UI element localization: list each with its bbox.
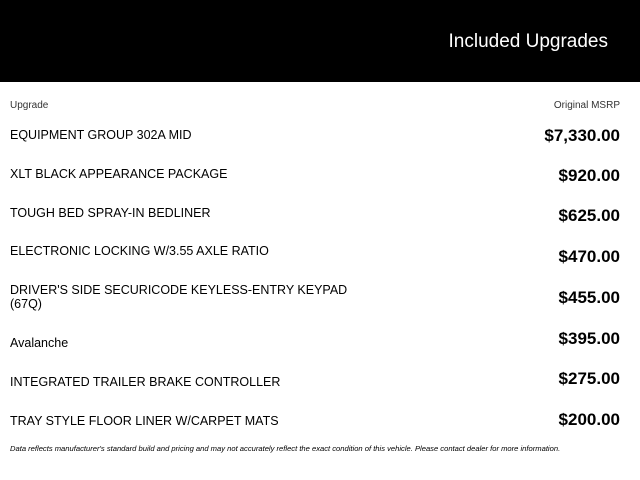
upgrade-price: $920.00 [558,166,620,185]
upgrade-name: XLT BLACK APPEARANCE PACKAGE [10,167,228,181]
page-title: Included Upgrades [448,31,608,52]
header-bar [0,0,640,82]
upgrade-price: $625.00 [558,206,620,225]
column-header-msrp: Original MSRP [553,100,620,111]
upgrade-price: $395.00 [558,329,620,348]
upgrade-price: $200.00 [558,410,620,429]
upgrade-name: DRIVER'S SIDE SECURICODE KEYLESS-ENTRY KEYPAD (67Q) [10,283,348,311]
upgrade-name: Avalanche [10,336,69,350]
upgrade-name: TOUGH BED SPRAY-IN BEDLINER [10,206,211,220]
upgrade-price: $455.00 [558,288,620,307]
disclaimer-text: Data reflects manufacturer's standard build and pricing and may not accurately reflect the exact condition of this vehicle. Please contact dealer for more information. [10,444,561,453]
upgrade-price: $275.00 [558,369,620,388]
upgrade-name: INTEGRATED TRAILER BRAKE CONTROLLER [10,375,281,389]
upgrade-name: EQUIPMENT GROUP 302A MID [10,128,192,142]
upgrade-name: ELECTRONIC LOCKING W/3.55 AXLE RATIO [10,244,269,258]
upgrade-name: TRAY STYLE FLOOR LINER W/CARPET MATS [10,414,279,428]
column-header-upgrade: Upgrade [10,100,49,111]
upgrade-price: $470.00 [558,247,620,266]
upgrade-price: $7,330.00 [544,126,620,145]
